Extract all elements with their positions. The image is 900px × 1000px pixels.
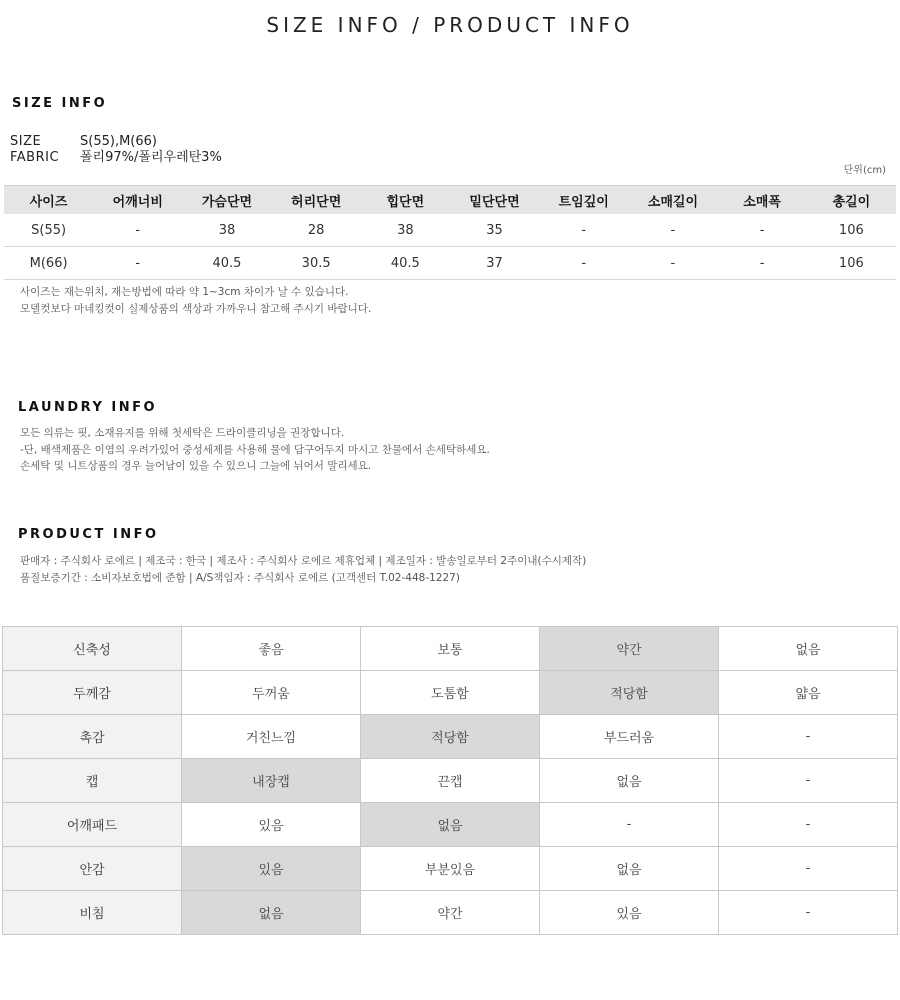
fabric-option: -: [719, 847, 898, 891]
column-header: 사이즈: [4, 186, 93, 215]
fabric-option: 부드러움: [540, 715, 719, 759]
fabric-option-selected: 없음: [182, 891, 361, 935]
size-notes: [20, 284, 371, 317]
fabric-option: -: [719, 715, 898, 759]
fabric-property-label: 어깨패드: [3, 803, 182, 847]
fabric-properties-table: [2, 626, 898, 935]
fabric-option: 거친느낌: [182, 715, 361, 759]
fabric-label: FABRIC: [10, 150, 60, 165]
table-cell: 37: [450, 247, 539, 280]
laundry-notes: [20, 425, 490, 475]
fabric-row: [3, 715, 898, 759]
table-row: [4, 214, 896, 247]
fabric-value: 폴리97%/폴리우레탄3%: [80, 150, 222, 165]
column-header: 소매폭: [718, 186, 807, 215]
fabric-option: 얇음: [719, 671, 898, 715]
column-header: 밑단단면: [450, 186, 539, 215]
table-cell: 106: [807, 214, 896, 247]
size-table-header-row: [4, 186, 896, 215]
column-header: 트임깊이: [539, 186, 628, 215]
size-info-heading: SIZE INFO: [12, 96, 108, 111]
product-line: 품질보증기간 : 소비자보호법에 준함 | A/S책임자 : 주식회사 로에르 (고객센터 T.02-448-1227): [20, 571, 460, 584]
page-title: SIZE INFO / PRODUCT INFO: [266, 13, 634, 37]
fabric-option-selected: 있음: [182, 847, 361, 891]
table-cell: 40.5: [361, 247, 450, 280]
note-line: 사이즈는 재는위치, 재는방법에 따라 약 1~3cm 차이가 날 수 있습니다.: [20, 286, 349, 298]
fabric-option: 있음: [540, 891, 719, 935]
fabric-option: 부분있음: [361, 847, 540, 891]
product-line: 판매자 : 주식회사 로에르 | 제조국 : 한국 | 제조사 : 주식회사 로에르 제휴업체 | 제조일자 : 발송일로부터 2주이내(수시제작): [20, 555, 587, 567]
fabric-property-label: 촉감: [3, 715, 182, 759]
fabric-option-selected: 적당함: [361, 715, 540, 759]
fabric-property-label: 안감: [3, 847, 182, 891]
column-header: 총길이: [807, 186, 896, 215]
fabric-row: [3, 803, 898, 847]
fabric-option-selected: 없음: [361, 803, 540, 847]
fabric-row: [3, 759, 898, 803]
column-header: 힙단면: [361, 186, 450, 215]
fabric-option: 없음: [540, 847, 719, 891]
note-line: 모델컷보다 마네킹컷이 실제상품의 색상과 가까우니 참고해 주시기 바랍니다.: [20, 302, 372, 315]
table-cell: -: [93, 247, 182, 280]
fabric-row: [3, 627, 898, 671]
fabric-option: 도톰함: [361, 671, 540, 715]
fabric-option: 없음: [540, 759, 719, 803]
laundry-info-heading: LAUNDRY INFO: [18, 400, 158, 415]
fabric-option: -: [719, 803, 898, 847]
fabric-property-label: 캡: [3, 759, 182, 803]
product-notes: [20, 553, 586, 586]
product-info-heading: PRODUCT INFO: [18, 527, 159, 542]
table-cell: -: [628, 247, 717, 280]
fabric-option: 끈캡: [361, 759, 540, 803]
size-table: [4, 185, 896, 280]
table-cell: -: [93, 214, 182, 247]
fabric-row: [3, 671, 898, 715]
column-header: 허리단면: [272, 186, 361, 215]
table-cell: 28: [272, 214, 361, 247]
column-header: 가슴단면: [182, 186, 271, 215]
fabric-option: 없음: [719, 627, 898, 671]
fabric-option-selected: 약간: [540, 627, 719, 671]
fabric-option: 좋음: [182, 627, 361, 671]
laundry-line: 손세탁 및 니트상품의 경우 늘어남이 있을 수 있으니 그늘에 뉘어서 말리세요.: [20, 460, 372, 472]
fabric-property-label: 두께감: [3, 671, 182, 715]
fabric-option: -: [540, 803, 719, 847]
fabric-option: -: [719, 759, 898, 803]
fabric-row: [3, 891, 898, 935]
table-cell: -: [718, 247, 807, 280]
column-header: 소매길이: [628, 186, 717, 215]
fabric-row: [3, 847, 898, 891]
column-header: 어깨너비: [93, 186, 182, 215]
table-row: [4, 247, 896, 280]
fabric-option: -: [719, 891, 898, 935]
table-cell: 38: [361, 214, 450, 247]
size-spec-row: [10, 134, 157, 150]
unit-note: 단위(cm): [843, 165, 886, 176]
fabric-spec-row: [10, 150, 222, 166]
table-cell: 30.5: [272, 247, 361, 280]
table-cell: 40.5: [182, 247, 271, 280]
fabric-option: 보통: [361, 627, 540, 671]
table-cell: 35: [450, 214, 539, 247]
fabric-property-label: 비침: [3, 891, 182, 935]
fabric-option-selected: 내장캡: [182, 759, 361, 803]
table-cell: M(66): [4, 247, 93, 280]
table-cell: -: [539, 214, 628, 247]
size-label: SIZE: [10, 134, 42, 149]
fabric-property-label: 신축성: [3, 627, 182, 671]
fabric-option: 있음: [182, 803, 361, 847]
table-cell: -: [718, 214, 807, 247]
size-value: S(55),M(66): [80, 134, 157, 149]
table-cell: S(55): [4, 214, 93, 247]
table-cell: -: [628, 214, 717, 247]
fabric-option-selected: 적당함: [540, 671, 719, 715]
laundry-line: 모든 의류는 핏, 소재유지를 위해 첫세탁은 드라이클리닝을 권장합니다.: [20, 427, 345, 439]
table-cell: 38: [182, 214, 271, 247]
fabric-option: 두꺼움: [182, 671, 361, 715]
table-cell: -: [539, 247, 628, 280]
fabric-option: 약간: [361, 891, 540, 935]
table-cell: 106: [807, 247, 896, 280]
laundry-line: -단, 배색제품은 이염의 우려가있어 중성세제를 사용해 물에 담구어두지 마시고 찬물에서 손세탁하세요.: [20, 443, 490, 456]
